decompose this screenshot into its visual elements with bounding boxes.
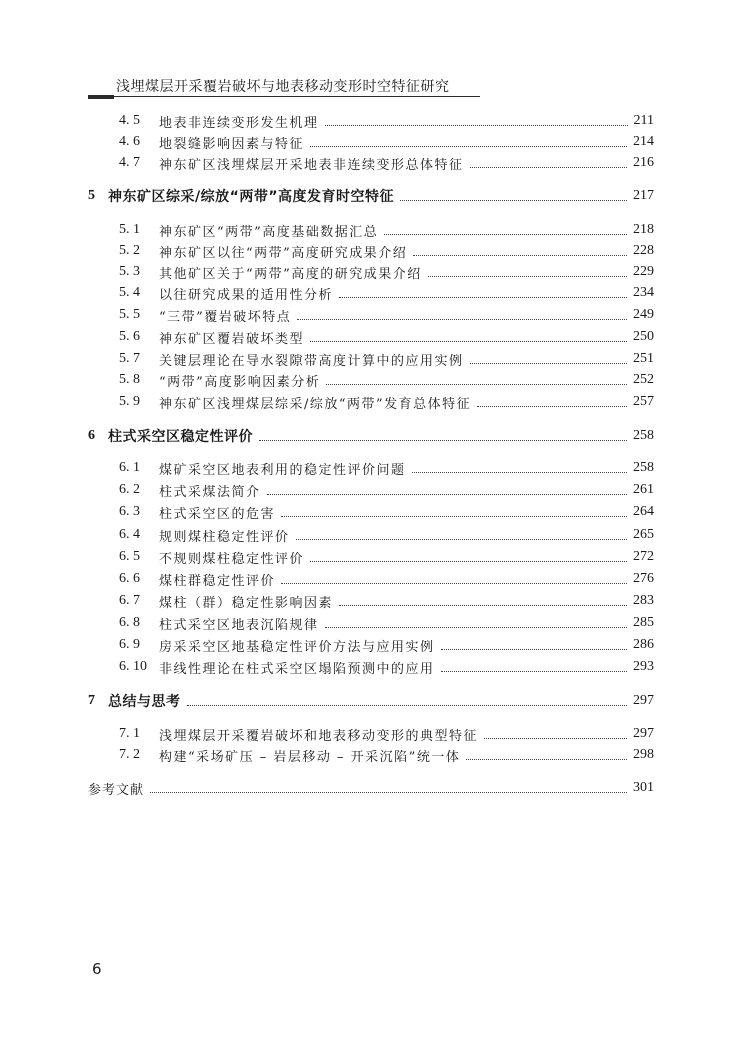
toc-section-entry (119, 305, 654, 325)
dot-leader (325, 626, 627, 628)
toc-entry-title: 神东矿区浅埋煤层开采地表非连续变形总体特征 (159, 157, 464, 173)
toc-section-entry (119, 591, 654, 611)
toc-entry-page: 276 (633, 571, 654, 586)
toc-entry-number: 5. 4 (119, 285, 140, 300)
dot-leader (310, 560, 627, 562)
toc-entry-number: 5. 3 (119, 264, 140, 279)
dot-leader (400, 199, 627, 201)
toc-section-entry (119, 525, 654, 545)
toc-entry-page: 218 (633, 222, 654, 237)
toc-entry-page: 272 (633, 549, 654, 564)
toc-section-entry (119, 392, 654, 412)
toc-entry-title: 构建“采场矿压 – 岩层移动 – 开采沉陷”统一体 (159, 749, 461, 765)
toc-section-entry (119, 370, 654, 390)
toc-entry-page: 252 (633, 372, 654, 387)
toc-entry-number: 4. 5 (119, 113, 140, 128)
toc-entry-number: 6. 6 (119, 571, 140, 586)
toc-entry-number: 5. 5 (119, 307, 140, 322)
toc-entry-title: 房采采空区地基稳定性评价方法与应用实例 (159, 639, 435, 655)
toc-section-entry (119, 132, 654, 152)
toc-entry-page: 264 (633, 504, 654, 519)
page-number: 6 (92, 960, 102, 978)
toc-entry-page: 217 (633, 188, 654, 203)
dot-leader (150, 791, 627, 793)
toc-entry-page: 265 (633, 527, 654, 542)
toc-entry-page: 257 (633, 394, 654, 409)
toc-entry-number: 6. 10 (119, 659, 147, 674)
toc-section-entry (119, 745, 654, 765)
toc-section-entry (119, 327, 654, 347)
toc-entry-number: 5. 2 (119, 243, 140, 258)
toc-chapter-entry (88, 426, 654, 446)
toc-chapter-entry (88, 691, 654, 711)
toc-entry-page: 249 (633, 307, 654, 322)
toc-section-entry (119, 613, 654, 633)
toc-entry-number: 6. 8 (119, 615, 140, 630)
toc-entry-page: 228 (633, 243, 654, 258)
toc-entry-number: 6. 4 (119, 527, 140, 542)
toc-entry-page: 251 (633, 351, 654, 366)
running-header (88, 76, 480, 98)
dot-leader (310, 340, 627, 342)
toc-entry-number: 7. 2 (119, 747, 140, 762)
dot-leader (428, 275, 627, 277)
dot-leader (412, 471, 627, 473)
toc-entry-page: 261 (633, 482, 654, 497)
toc-entry-title: 柱式采空区的危害 (159, 506, 276, 522)
toc-entry-page: 214 (633, 134, 654, 149)
toc-entry-title: “两带”高度影响因素分析 (159, 374, 321, 390)
toc-references-entry (88, 778, 654, 798)
toc-entry-title: 其他矿区关于“两带”高度的研究成果介绍 (159, 266, 422, 282)
dot-leader (339, 604, 627, 606)
toc-entry-title: “三带”覆岩破坏特点 (159, 309, 292, 325)
toc-entry-title: 柱式采空区地表沉陷规律 (159, 617, 319, 633)
dot-leader (310, 145, 627, 147)
toc-entry-number: 5. 1 (119, 222, 140, 237)
toc-entry-page: 258 (633, 460, 654, 475)
toc-section-entry (119, 547, 654, 567)
dot-leader (470, 166, 627, 168)
toc-entry-title: 地裂缝影响因素与特征 (159, 136, 305, 152)
toc-entry-number: 4. 7 (119, 155, 140, 170)
toc-entry-page: 229 (633, 264, 654, 279)
toc-entry-number: 6. 9 (119, 637, 140, 652)
dot-leader (477, 405, 627, 407)
toc-entry-page: 298 (633, 747, 654, 762)
toc-entry-number: 7. 1 (119, 726, 140, 741)
toc-section-entry (119, 111, 654, 131)
dot-leader (466, 758, 627, 760)
toc-section-entry (119, 724, 654, 744)
toc-entry-title: 神东矿区综采/综放“两带”高度发育时空特征 (108, 189, 395, 205)
toc-section-entry (119, 262, 654, 282)
dot-leader (187, 704, 628, 706)
header-rule (114, 96, 480, 97)
toc-entry-title: 浅埋煤层开采覆岩破坏和地表移动变形的典型特征 (159, 728, 479, 744)
dot-leader (470, 362, 627, 364)
dot-leader (413, 254, 627, 256)
toc-section-entry (119, 241, 654, 261)
toc-entry-number: 6 (88, 428, 95, 443)
dot-leader (259, 439, 627, 441)
toc-section-entry (119, 635, 654, 655)
toc-section-entry (119, 458, 654, 478)
header-bar (88, 95, 114, 99)
toc-entry-page: 283 (633, 593, 654, 608)
toc-entry-number: 5. 9 (119, 394, 140, 409)
toc-section-entry (119, 153, 654, 173)
toc-entry-number: 5. 7 (119, 351, 140, 366)
toc-entry-title: 关键层理论在导水裂隙带高度计算中的应用实例 (159, 353, 464, 369)
toc-entry-number: 4. 6 (119, 134, 140, 149)
toc-entry-page: 301 (633, 780, 654, 795)
toc-entry-page: 297 (633, 726, 654, 741)
toc-section-entry (119, 480, 654, 500)
toc-section-entry (119, 349, 654, 369)
toc-entry-title: 非线性理论在柱式采空区塌陷预测中的应用 (159, 661, 435, 677)
toc-section-entry (119, 220, 654, 240)
toc-entry-title: 不规则煤柱稳定性评价 (159, 551, 305, 567)
dot-leader (267, 493, 627, 495)
toc-entry-title: 柱式采煤法简介 (159, 484, 261, 500)
toc-entry-title: 规则煤柱稳定性评价 (159, 529, 290, 545)
dot-leader (339, 296, 627, 298)
toc-entry-title: 神东矿区浅埋煤层综采/综放“两带”发育总体特征 (159, 396, 472, 412)
toc-section-entry (119, 502, 654, 522)
header-title: 浅埋煤层开采覆岩破坏与地表移动变形时空特征研究 (116, 79, 450, 95)
toc-entry-title: 柱式采空区稳定性评价 (108, 429, 253, 445)
dot-leader (441, 670, 627, 672)
toc-section-entry (119, 657, 654, 677)
toc-entry-title: 煤矿采空区地表利用的稳定性评价问题 (159, 462, 406, 478)
toc-entry-page: 285 (633, 615, 654, 630)
dot-leader (484, 737, 627, 739)
toc-section-entry (119, 283, 654, 303)
toc-entry-page: 258 (633, 428, 654, 443)
toc-entry-number: 7 (88, 693, 95, 708)
dot-leader (326, 383, 627, 385)
dot-leader (296, 538, 627, 540)
toc-entry-number: 6. 1 (119, 460, 140, 475)
dot-leader (281, 582, 627, 584)
toc-section-entry (119, 569, 654, 589)
toc-entry-title: 神东矿区“两带”高度基础数据汇总 (159, 224, 379, 240)
toc-chapter-entry (88, 186, 654, 206)
toc-entry-title: 参考文献 (88, 782, 145, 798)
toc-entry-title: 以往研究成果的适用性分析 (159, 287, 334, 303)
toc-entry-page: 234 (633, 285, 654, 300)
toc-entry-title: 煤柱（群）稳定性影响因素 (159, 595, 334, 611)
toc-entry-number: 6. 5 (119, 549, 140, 564)
toc-entry-number: 6. 7 (119, 593, 140, 608)
toc-entry-title: 地表非连续变形发生机理 (159, 115, 319, 131)
toc-entry-page: 286 (633, 637, 654, 652)
dot-leader (325, 124, 628, 126)
dot-leader (297, 318, 627, 320)
toc-entry-title: 神东矿区覆岩破坏类型 (159, 331, 305, 347)
toc-entry-number: 6. 3 (119, 504, 140, 519)
toc-entry-number: 5 (88, 188, 95, 203)
dot-leader (441, 648, 627, 650)
toc-entry-title: 神东矿区以往“两带”高度研究成果介绍 (159, 245, 408, 261)
toc-entry-page: 293 (633, 659, 654, 674)
toc-entry-title: 总结与思考 (108, 694, 181, 710)
toc-entry-page: 211 (633, 113, 654, 128)
toc-entry-number: 6. 2 (119, 482, 140, 497)
toc-entry-page: 250 (633, 329, 654, 344)
toc-entry-title: 煤柱群稳定性评价 (159, 573, 276, 589)
toc-entry-number: 5. 6 (119, 329, 140, 344)
toc-entry-number: 5. 8 (119, 372, 140, 387)
dot-leader (281, 515, 627, 517)
toc-entry-page: 297 (633, 693, 654, 708)
toc-entry-page: 216 (633, 155, 654, 170)
dot-leader (384, 233, 627, 235)
